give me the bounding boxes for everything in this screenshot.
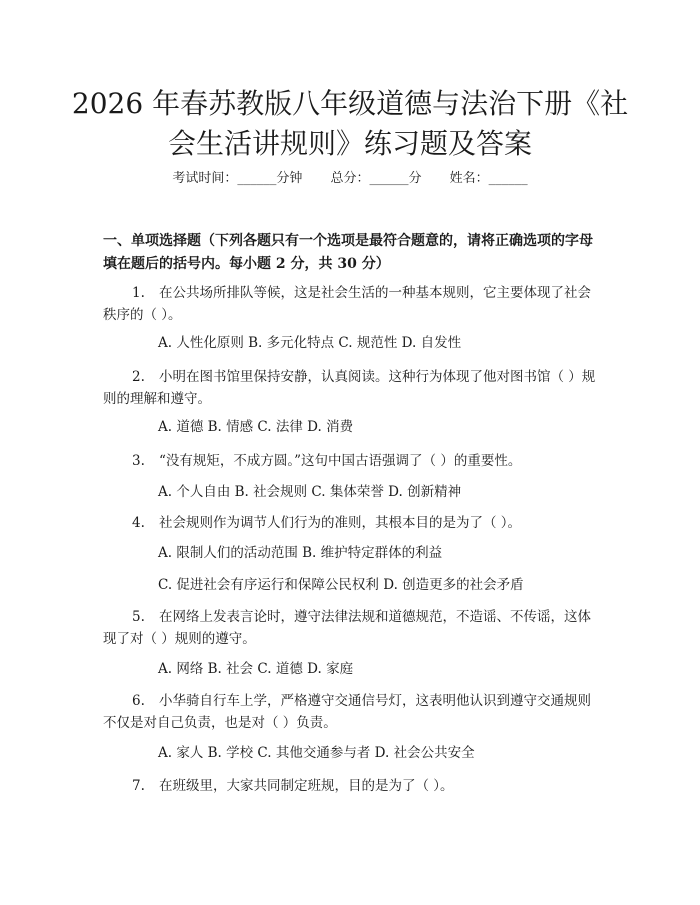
question-stem: 小华骑自行车上学，严格遵守交通信号灯，这表明他认识到遵守交通规则不仅是对自己负责，也是对（ ）负责。: [103, 693, 591, 731]
question-3-options: A. 个人自由 B. 社会规则 C. 集体荣誉 D. 创新精神: [158, 484, 462, 500]
exam-time: 考试时间：______分钟: [172, 171, 303, 186]
question-stem: 在班级里，大家共同制定班规，目的是为了（ ）。: [159, 778, 454, 794]
question-stem: “没有规矩，不成方圆。”这句中国古语强调了（ ）的重要性。: [159, 453, 522, 469]
question-6: [103, 690, 603, 734]
exam-info: [0, 170, 700, 188]
question-number: 4.: [132, 515, 145, 531]
question-number: 5.: [132, 609, 145, 625]
question-stem: 在网络上发表言论时，遵守法律法规和道德规范，不造谣、不传谣，这体现了对（ ）规则的遵守。: [103, 609, 591, 647]
question-5: [103, 606, 603, 650]
question-4-options-line1: A. 限制人们的活动范围 B. 维护特定群体的利益: [158, 545, 443, 561]
question-number: 1.: [132, 285, 145, 301]
question-stem: 社会规则作为调节人们行为的准则，其根本目的是为了（ ）。: [159, 515, 522, 531]
document-title: 2026 年春苏教版八年级道德与法治下册《社会生活讲规则》练习题及答案: [71, 87, 629, 160]
question-4-options-line2: C. 促进社会有序运行和保障公民权利 D. 创造更多的社会矛盾: [158, 577, 524, 593]
question-1: [103, 282, 603, 326]
question-number: 2.: [132, 369, 145, 385]
exam-name: 姓名：______: [449, 171, 528, 186]
question-3: [103, 450, 603, 472]
question-5-options: A. 网络 B. 社会 C. 道德 D. 家庭: [158, 661, 354, 677]
question-stem: 在公共场所排队等候，这是社会生活的一种基本规则，它主要体现了社会秩序的（ ）。: [103, 285, 591, 323]
exam-score: 总分：______分: [330, 171, 422, 186]
question-7: [103, 775, 603, 797]
question-6-options: A. 家人 B. 学校 C. 其他交通参与者 D. 社会公共安全: [158, 745, 475, 761]
question-4: [103, 512, 603, 534]
question-number: 6.: [132, 693, 145, 709]
question-1-options: A. 人性化原则 B. 多元化特点 C. 规范性 D. 自发性: [158, 335, 462, 351]
question-2: [103, 366, 603, 410]
question-number: 3.: [132, 453, 145, 469]
question-2-options: A. 道德 B. 情感 C. 法律 D. 消费: [158, 419, 354, 435]
question-number: 7.: [132, 778, 145, 794]
section-heading: 一、单项选择题（下列各题只有一个选项是最符合题意的，请将正确选项的字母填在题后的括号内。每小题 2 分，共 30 分）: [103, 233, 593, 272]
question-stem: 小明在图书馆里保持安静，认真阅读。这种行为体现了他对图书馆（ ）规则的理解和遵守。: [103, 369, 596, 407]
